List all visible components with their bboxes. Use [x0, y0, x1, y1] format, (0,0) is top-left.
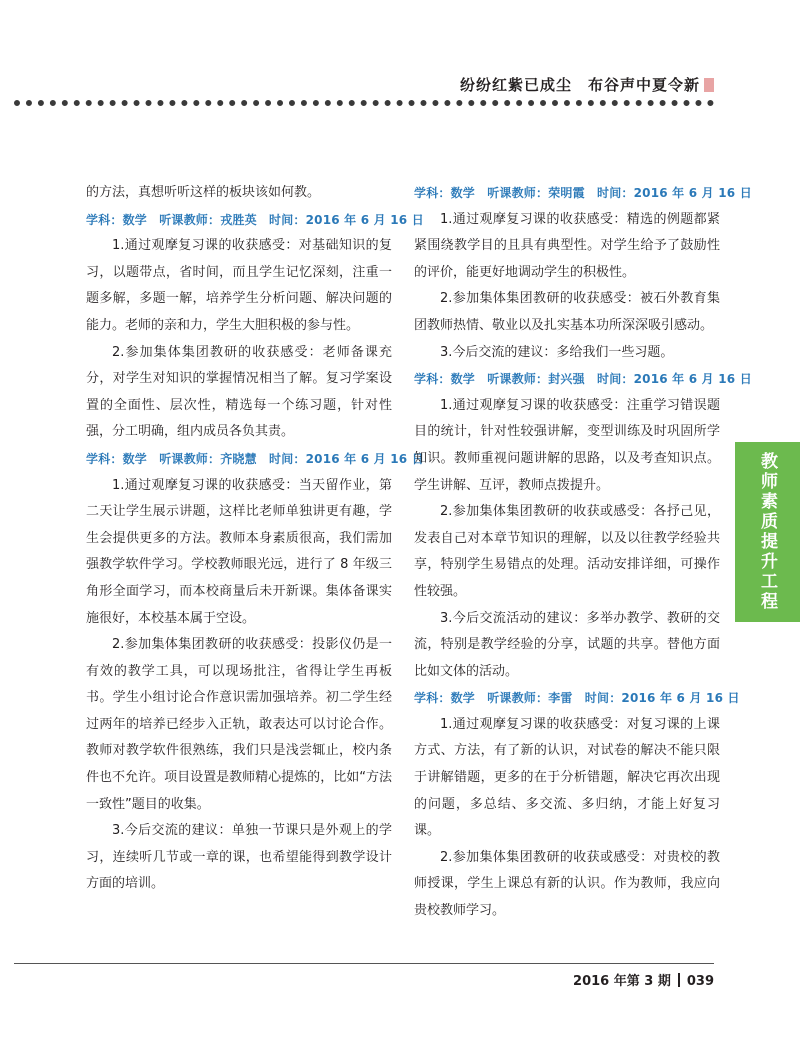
body-paragraph: 3.今后交流的建议：多给我们一些习题。 — [440, 344, 674, 360]
header-dotted-rule — [14, 100, 714, 106]
footer-separator — [678, 973, 680, 987]
body-paragraph: 1.通过观摩复习课的收获感受：精选的例题都紧紧围绕教学目的且具有典型性。对学生给予了鼓励性的评价，能更好地调动学生的积极性。 — [414, 211, 720, 280]
body-paragraph: 1.通过观摩复习课的收获感受：当天留作业，第二天让学生展示讲题，这样比老师单独讲更有趣，学生会提供更多的方法。教师本身素质很高，我们需加强教学软件学习。学校教师眼光远，进行了 8 年级三角形全面学习，而本校商量后未开新课。集体备课实施很好，本校基本属于空设。 — [86, 477, 392, 626]
left-column — [86, 180, 424, 898]
footer-rule — [14, 963, 714, 964]
body-paragraph: 的方法，真想听听这样的板块该如何教。 — [86, 185, 321, 200]
header-title: 纷纷红紫已成尘 布谷声中夏令新 — [459, 76, 700, 94]
section-side-tab — [735, 442, 800, 622]
body-paragraph: 2.参加集体集团教研的收获感受：老师备课充分，对学生对知识的掌握情况相当了解。复习学案设置的全面性、层次性，精选每一个练习题，针对性强，分工明确，组内成员各负其责。 — [86, 344, 392, 440]
page-number: 039 — [686, 974, 714, 989]
header-square-marker — [704, 78, 714, 92]
body-paragraph: 1.通过观摩复习课的收获感受：注重学习错误题目的统计，针对性较强讲解，变型训练及时巩固所学知识。教师重视问题讲解的思路，以及考查知识点。学生讲解、互评，教师点拨提升。 — [414, 397, 720, 493]
footer — [573, 970, 714, 989]
body-paragraph: 2.参加集体集团教研的收获感受：投影仪仍是一有效的教学工具，可以现场批注，省得让学生再板书。学生小组讨论合作意识需加强培养。初二学生经过两年的培养已经步入正轨，敢表达可以讨论合作。教师对教学软件很熟练，我们只是浅尝辄止，校内条件也不允许。项目设置是教师精心提炼的，比如“方法一致性”题目的收集。 — [86, 637, 392, 812]
body-paragraph: 2.参加集体集团教研的收获或感受：对贵校的教师授课，学生上课总有新的认识。作为教师，我应向贵校教师学习。 — [414, 849, 720, 919]
side-tab-label: 教师素质提升工程 — [757, 452, 777, 612]
right-column — [414, 180, 752, 925]
lesson-meta-heading: 学科：数学 听课教师：荣明霞 时间：2016 年 6 月 16 日 — [414, 186, 752, 200]
body-paragraph: 3.今后交流活动的建议：多举办教学、教研的交流，特别是教学经验的分享，试题的共享。替他方面比如文体的活动。 — [414, 610, 720, 679]
body-paragraph: 2.参加集体集团教研的收获或感受：各抒己见，发表自己对本章节知识的理解，以及以往教学经验共享，特别学生易错点的处理。活动安排详细，可操作性较强。 — [414, 504, 720, 599]
lesson-meta-heading: 学科：数学 听课教师：封兴强 时间：2016 年 6 月 16 日 — [414, 372, 752, 387]
body-paragraph: 3.今后交流的建议：单独一节课只是外观上的学习，连续听几节或一章的课，也希望能得到教学设计方面的培训。 — [86, 823, 392, 892]
footer-issue: 2016 年第 3 期 — [573, 974, 671, 989]
body-paragraph: 1.通过观摩复习课的收获感受：对基础知识的复习，以题带点，省时间，而且学生记忆深刻，注重一题多解，多题一解，培养学生分析问题、解决问题的能力。老师的亲和力，学生大胆积极的参与性。 — [86, 238, 392, 333]
lesson-meta-heading: 学科：数学 听课教师：戎胜英 时间：2016 年 6 月 16 日 — [86, 212, 424, 227]
body-paragraph: 2.参加集体集团教研的收获感受：被石外教育集团教师热情、敬业以及扎实基本功所深深吸引感动。 — [414, 291, 720, 333]
lesson-meta-heading: 学科：数学 听课教师：李雷 时间：2016 年 6 月 16 日 — [414, 691, 740, 706]
body-paragraph: 1.通过观摩复习课的收获感受：对复习课的上课方式、方法，有了新的认识，对试卷的解决不能只限于讲解错题，更多的在于分析错题，解决它再次出现的问题，多总结、多交流、多归纳，才能上好复习课。 — [414, 716, 720, 839]
lesson-meta-heading: 学科：数学 听课教师：齐晓慧 时间：2016 年 6 月 16 日 — [86, 451, 424, 466]
